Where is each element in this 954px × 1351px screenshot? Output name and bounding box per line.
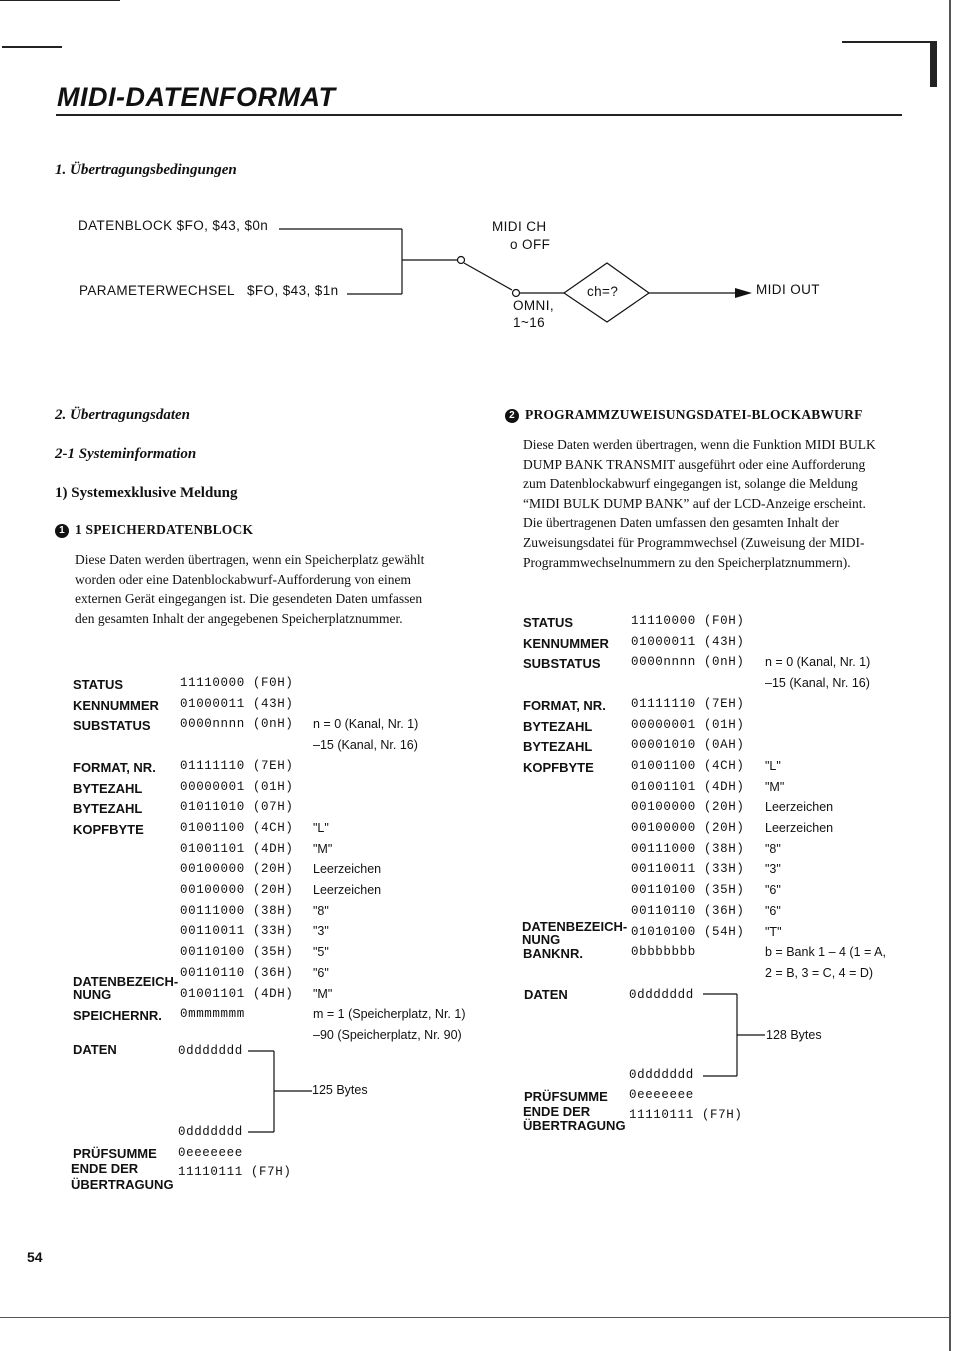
table-row-note: "3" — [313, 924, 329, 939]
table-row-note: "3" — [765, 862, 781, 877]
table-row-binary: 00000001 (01H) — [631, 717, 745, 732]
table-row-binary: 00110011 (33H) — [631, 862, 745, 877]
table-row-note: Leerzeichen — [765, 821, 834, 835]
block1-text-line: Diese Daten werden übertragen, wenn ein Speicherplatz gewählt — [75, 552, 425, 567]
b2-pruef-label: PRÜFSUMME — [524, 1089, 608, 1104]
b2-nung-label: NUNG — [522, 932, 561, 947]
table-row-label: SPEICHERNR. — [73, 1008, 162, 1024]
table-row-note: "L" — [765, 758, 781, 773]
block1-heading-text: 1 SPEICHERDATENBLOCK — [75, 522, 254, 537]
b1-daten-first: 0ddddddd — [178, 1044, 243, 1058]
flow-diagram — [0, 0, 954, 360]
table-row-label: FORMAT, NR. — [523, 697, 606, 713]
parameterwechsel-code: $FO, $43, $1n — [247, 283, 339, 298]
table-row-binary: 01010100 (54H) — [631, 924, 745, 939]
table-row-binary: 00110100 (35H) — [631, 883, 745, 898]
table-row-label: STATUS — [73, 677, 124, 692]
b1-ende-label-2: ÜBERTRAGUNG — [71, 1177, 174, 1192]
table-row-binary: 0000nnnn (0nH) — [631, 655, 745, 670]
ch-test-label: ch=? — [587, 284, 619, 299]
b1-pruef-value: 0eeeeeee — [178, 1146, 243, 1160]
section1-heading: 1. Übertragungsbedingungen — [55, 162, 237, 178]
b1-bytes: 125 Bytes — [312, 1083, 368, 1097]
table-row-label: KENNUMMER — [73, 697, 159, 713]
table-row-binary: 01111110 (7EH) — [631, 696, 745, 711]
table-row-binary: 0bbbbbbb — [631, 945, 696, 960]
block1-text-line: externen Gerät eingegangen ist. Die gesendeten Daten umfassen — [75, 591, 423, 607]
table-row-binary: 00100000 (20H) — [180, 883, 294, 897]
section21-heading: 2-1 Systeminformation — [55, 446, 197, 462]
table-row-label: BYTEZAHL — [73, 780, 143, 796]
b1-bracket — [240, 1045, 320, 1140]
block2-heading-text: PROGRAMMZUWEISUNGSDATEI-BLOCKABWURF — [525, 407, 863, 422]
table-row-note: "L" — [313, 820, 329, 835]
table-row-binary: 00111000 (38H) — [180, 903, 294, 918]
table-row-note: 2 = B, 3 = C, 4 = D) — [765, 965, 874, 980]
table-row-label: SUBSTATUS — [73, 718, 151, 734]
table-row-binary: 01000011 (43H) — [180, 696, 294, 711]
b1-ende-value: 11110111 (F7H) — [178, 1165, 292, 1179]
block1-text — [75, 550, 424, 628]
b2-bracket — [695, 988, 775, 1083]
block2-text-line: zum Datenblockabwurf eingegangen ist, solange die Meldung — [523, 476, 858, 492]
block2-text-line: Programmwechselnummern zu den Speicherplatznummern). — [523, 554, 851, 570]
table-row-label: FORMAT, NR. — [73, 759, 156, 775]
table-row-label: KOPFBYTE — [73, 821, 144, 837]
table-row-binary: 01111110 (7EH) — [180, 758, 294, 773]
block2-text-line: DUMP BANK TRANSMIT ausgeführt oder eine Aufforderung — [523, 456, 866, 472]
range-label: 1~16 — [513, 315, 546, 330]
bottom-rule — [0, 1317, 950, 1318]
table-row-note: Leerzeichen — [765, 800, 834, 815]
table-row-binary: 01001101 (4DH) — [631, 779, 745, 794]
section2-heading: 2. Übertragungsdaten — [55, 407, 191, 423]
b2-datenbez-label: DATENBEZEICH- — [522, 919, 628, 934]
table-row-label: BYTEZAHL — [73, 801, 143, 817]
block1-heading — [55, 522, 253, 538]
table-row-note: "T" — [765, 924, 782, 939]
b2-daten-first: 0ddddddd — [629, 988, 694, 1002]
b1-pruef-label: PRÜFSUMME — [73, 1146, 157, 1161]
bullet-one-icon: 1 — [55, 524, 69, 538]
table-row-note: "8" — [313, 903, 329, 918]
midi-ch-label: MIDI CH — [492, 219, 547, 234]
table-row-note: –90 (Speicherplatz, Nr. 90) — [313, 1027, 462, 1042]
table-row-note: "M" — [765, 779, 785, 794]
table-row-binary: 00111000 (38H) — [631, 841, 745, 856]
table-row-binary: 00100000 (20H) — [180, 862, 294, 877]
b1-datenbez-label: DATENBEZEICH- — [73, 974, 179, 989]
block1-text-line: worden oder eine Datenblockabwurf-Aufforderung von einem — [75, 571, 412, 587]
omni-label: OMNI, — [513, 298, 554, 313]
table-row-label: STATUS — [523, 615, 574, 630]
block1-text-line: den gesamten Inhalt der angegebenen Speicherplatznummer. — [75, 610, 403, 626]
b1-nung-label: NUNG — [73, 987, 112, 1002]
table-row-binary: 00110011 (33H) — [180, 924, 294, 939]
table-row-note: Leerzeichen — [313, 862, 382, 877]
off-label: o OFF — [510, 237, 551, 252]
table-row-binary: 11110000 (F0H) — [631, 614, 745, 628]
table-row-note: "M" — [313, 841, 333, 856]
table-row-binary: 00110100 (35H) — [180, 945, 294, 960]
block2-heading — [505, 407, 863, 423]
b1-daten-last: 0ddddddd — [178, 1125, 243, 1139]
table-row-binary: 00110110 (36H) — [631, 903, 745, 918]
table-row-binary: 01001100 (4CH) — [180, 820, 294, 835]
table-row-label: KOPFBYTE — [523, 759, 594, 775]
table-row-binary: 0mmmmmmm — [180, 1007, 245, 1022]
sysex-heading: 1) Systemexklusive Meldung — [55, 485, 238, 501]
table-row-binary: 00100000 (20H) — [631, 821, 745, 835]
block2-text-line: Die übertragenen Daten umfassen den gesamten Inhalt der — [523, 515, 839, 531]
midi-out-label: MIDI OUT — [756, 282, 820, 297]
table-row-label: SUBSTATUS — [523, 656, 601, 672]
table-row-label: BYTEZAHL — [523, 739, 593, 755]
table-row-note: "6" — [313, 965, 329, 980]
table-row-binary: 00100000 (20H) — [631, 800, 745, 815]
block2-text-line: Zuweisungsdatei für Programmwechsel (Zuweisung der MIDI- — [523, 534, 865, 550]
table-row-note: m = 1 (Speicherplatz, Nr. 1) — [313, 1007, 466, 1022]
b2-daten-label: DATEN — [524, 987, 568, 1002]
b1-daten-label: DATEN — [73, 1042, 117, 1057]
b1-ende-label-1: ENDE DER — [71, 1161, 139, 1176]
table-row-binary: 01001101 (4DH) — [180, 841, 294, 856]
table-row-note: Leerzeichen — [313, 883, 382, 897]
table-row-binary: 0000nnnn (0nH) — [180, 717, 294, 732]
table-row-binary: 00000001 (01H) — [180, 779, 294, 794]
table-row-label: BYTEZAHL — [523, 718, 593, 734]
table-row-note: b = Bank 1 – 4 (1 = A, — [765, 945, 886, 960]
table-row-binary: 00110110 (36H) — [180, 965, 294, 980]
table-row-note: –15 (Kanal, Nr. 16) — [765, 676, 870, 691]
datenblock-label: DATENBLOCK $FO, $43, $0n — [78, 218, 269, 233]
table-row-note: "8" — [765, 841, 781, 856]
b2-ende-label-1: ENDE DER — [523, 1104, 591, 1119]
b2-daten-last: 0ddddddd — [629, 1068, 694, 1082]
table-row-note: "6" — [765, 903, 781, 918]
b2-bytes: 128 Bytes — [766, 1028, 822, 1042]
b2-ende-label-2: ÜBERTRAGUNG — [523, 1118, 626, 1133]
page-number: 54 — [27, 1249, 43, 1265]
block2-text-line: Diese Daten werden übertragen, wenn die Funktion MIDI BULK — [523, 437, 876, 452]
table-row-binary: 01000011 (43H) — [631, 634, 745, 649]
table-row-note: "5" — [313, 945, 329, 960]
table-row-binary: 11110000 (F0H) — [180, 676, 294, 690]
table-row-binary: 01001100 (4CH) — [631, 758, 745, 773]
parameterwechsel-label: PARAMETERWECHSEL — [79, 283, 235, 298]
page-title: MIDI-DATENFORMAT — [57, 82, 336, 112]
table-row-binary: 01011010 (07H) — [180, 800, 294, 815]
table-row-binary: 01001101 (4DH) — [180, 986, 294, 1001]
table-row-label: BANKNR. — [523, 946, 583, 962]
table-row-note: n = 0 (Kanal, Nr. 1) — [313, 717, 419, 732]
block2-text — [523, 435, 876, 572]
table-row-note: n = 0 (Kanal, Nr. 1) — [765, 655, 871, 670]
table-row-note: "6" — [765, 883, 781, 898]
b2-ende-value: 11110111 (F7H) — [629, 1108, 743, 1122]
b2-pruef-value: 0eeeeeee — [629, 1088, 694, 1102]
bullet-two-icon: 2 — [505, 409, 519, 423]
table-row-label: KENNUMMER — [523, 635, 609, 651]
table-row-note: –15 (Kanal, Nr. 16) — [313, 738, 418, 753]
table-row-binary: 00001010 (0AH) — [631, 738, 745, 753]
block2-text-line: “MIDI BULK DUMP BANK” auf der LCD-Anzeige erscheint. — [523, 495, 866, 511]
table-row-note: "M" — [313, 986, 333, 1001]
